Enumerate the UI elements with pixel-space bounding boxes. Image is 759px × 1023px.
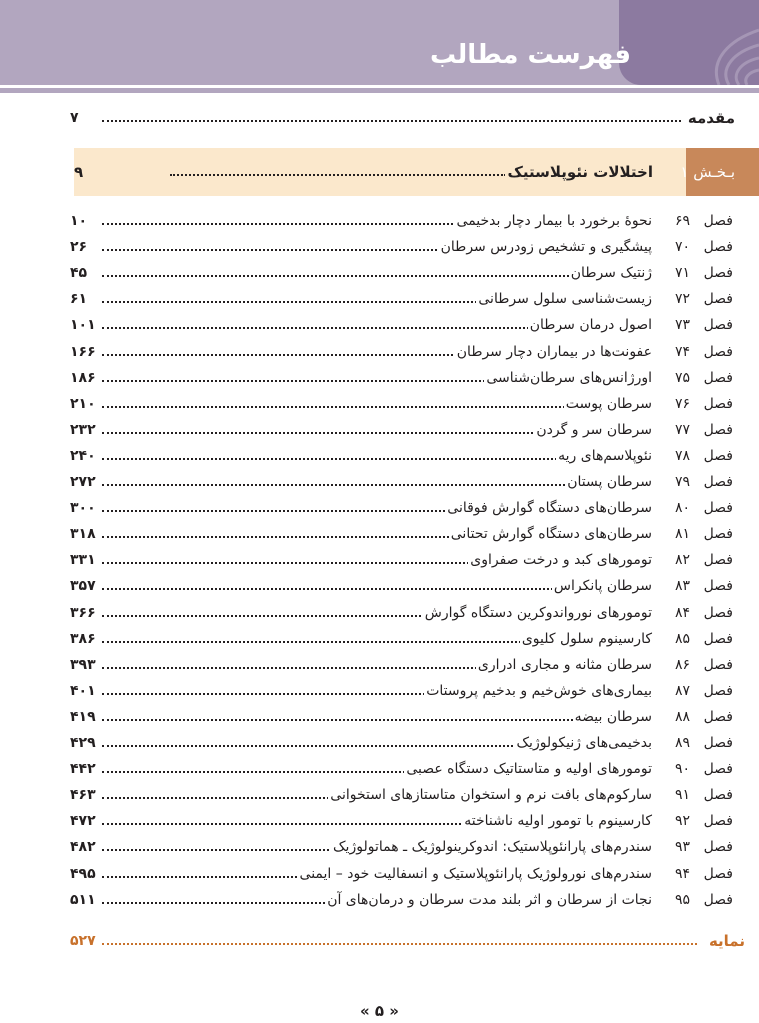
chapter-number: ۸۸ (674, 708, 690, 725)
chapter-page: ۲۳۲ (70, 421, 96, 438)
chapter-number: ۹۵ (674, 891, 690, 908)
chapter-page: ۲۱۰ (70, 395, 96, 412)
chapter-label: فصل (703, 682, 733, 699)
chapter-title: سرطان پانکراس (552, 573, 652, 599)
toc-chapter-row[interactable] (0, 339, 759, 365)
chapter-label: فصل (703, 761, 733, 778)
chapter-label: فصل (703, 395, 733, 412)
chapter-page: ۴۷۲ (70, 813, 96, 830)
toc-chapter-row[interactable] (0, 626, 759, 652)
intro-title: مقدمه (686, 105, 735, 131)
chapter-page: ۴۸۲ (70, 839, 96, 856)
chapter-number: ۷۸ (674, 447, 690, 464)
chapter-number: ۹۳ (674, 839, 690, 856)
chapter-label: فصل (703, 735, 733, 751)
chapter-number: ۷۷ (674, 421, 690, 438)
chapter-title: سارکوم‌های بافت نرم و استخوان متاستازهای استخوانی (328, 782, 652, 808)
chapter-number: ۸۲ (674, 552, 690, 569)
chapter-title: سندرم‌های نورولوژیک پارانئوپلاستیک و انسفالیت خود – ایمنی (298, 861, 652, 887)
chapter-label: فصل (703, 552, 733, 569)
chapter-label: فصل (703, 474, 733, 490)
chapter-title: اصول درمان سرطان (528, 312, 652, 338)
chapter-number: ۸۵ (674, 630, 690, 647)
chapter-page: ۴۴۲ (70, 761, 96, 778)
chapter-number: ۷۱ (674, 265, 690, 282)
chapter-number: ۹۲ (674, 813, 690, 830)
chapter-title: نجات از سرطان و اثر بلند مدت سرطان و درمان‌های آن (325, 887, 652, 913)
chapter-number: ۷۶ (674, 395, 690, 412)
chapter-number: ۷۴ (674, 343, 690, 360)
chapter-title: کارسینوم با تومور اولیه ناشناخته (462, 808, 652, 834)
header-tab (619, 0, 759, 85)
toc-chapter-row[interactable] (0, 600, 759, 626)
chapter-page: ۳۶۶ (70, 604, 96, 621)
chapter-page: ۵۱۱ (70, 891, 96, 908)
dot-leader (102, 943, 697, 945)
chapter-number: ۸۴ (674, 604, 690, 621)
chapter-label: فصل (703, 343, 733, 360)
toc-chapter-row[interactable] (0, 573, 759, 599)
chapter-page: ۱۰ (70, 213, 88, 229)
chapter-number: ۷۹ (674, 474, 690, 490)
chapter-page: ۳۰۰ (70, 500, 96, 517)
chapter-title: سرطان‌های دستگاه گوارش فوقانی (445, 495, 652, 521)
toc-intro-row[interactable] (0, 105, 759, 131)
chapter-title: سرطان‌های دستگاه گوارش تحتانی (449, 521, 652, 547)
chapter-title: کارسینوم سلول کلیوی (520, 626, 652, 652)
chapter-title: زیست‌شناسی سلول سرطانی (476, 286, 652, 312)
chapter-page: ۳۳۱ (70, 552, 96, 569)
toc-chapter-row[interactable] (0, 286, 759, 312)
toc-chapter-row[interactable] (0, 260, 759, 286)
toc-index-row[interactable] (0, 928, 759, 954)
chapter-title: نئوپلاسم‌های ریه (556, 443, 652, 469)
chapter-title: سرطان پستان (565, 469, 652, 495)
dot-leader (102, 275, 649, 277)
chapter-label: فصل (703, 630, 733, 647)
toc-chapter-row[interactable] (0, 730, 759, 756)
chapter-number: ۹۱ (674, 787, 690, 804)
section-tab (680, 148, 759, 196)
chapter-page: ۳۸۶ (70, 630, 96, 647)
chapter-title: اورژانس‌های سرطان‌شناسی (484, 365, 652, 391)
chapter-number: ۸۳ (674, 578, 690, 595)
toc-chapter-row[interactable] (0, 391, 759, 417)
chapter-number: ۸۰ (674, 500, 690, 517)
chapter-page: ۳۱۸ (70, 526, 96, 543)
chapter-label: فصل (703, 578, 733, 595)
chapter-number: ۹۴ (674, 865, 690, 882)
chapter-title: بیماری‌های خوش‌خیم و بدخیم پروستات (424, 678, 652, 704)
chapter-label: فصل (703, 291, 733, 308)
chapter-number: ۷۰ (674, 239, 690, 256)
chapter-title: تومورهای نورواندوکرین دستگاه گوارش (423, 600, 652, 626)
chapter-title: نحوهٔ برخورد با بیمار دچار بدخیمی (455, 208, 652, 234)
chapter-title: بدخیمی‌های ژنیکولوژیک (515, 730, 652, 756)
intro-page: ۷ (70, 110, 79, 126)
chapter-title: پیشگیری و تشخیص زودرس سرطان (439, 234, 652, 260)
chapter-label: فصل (703, 447, 733, 464)
toc-chapter-row[interactable] (0, 312, 759, 338)
chapter-label: فصل (703, 708, 733, 725)
chapter-label: فصل (703, 239, 733, 256)
toc-chapter-row[interactable] (0, 547, 759, 573)
chapter-page: ۳۵۷ (70, 578, 96, 595)
chapter-title: سرطان مثانه و مجاری ادراری (476, 652, 652, 678)
chapter-page: ۱۸۶ (70, 369, 96, 386)
toc-chapter-row[interactable] (0, 782, 759, 808)
chapter-label: فصل (703, 265, 733, 282)
chapter-label: فصل (703, 656, 733, 673)
toc-chapter-row[interactable] (0, 443, 759, 469)
chapter-label: فصل (703, 787, 733, 804)
chapter-page: ۲۴۰ (70, 447, 96, 464)
toc-chapter-row[interactable] (0, 469, 759, 495)
chapter-page: ۲۶ (70, 239, 88, 256)
toc-chapter-row[interactable] (0, 678, 759, 704)
chapter-page: ۴۱۹ (70, 708, 96, 725)
index-page: ۵۲۷ (70, 933, 96, 949)
chapter-number: ۷۵ (674, 369, 690, 386)
chapter-number: ۸۱ (674, 526, 690, 543)
chapter-number: ۷۳ (674, 317, 690, 334)
toc-chapter-row[interactable] (0, 417, 759, 443)
chapter-page: ۴۵ (70, 265, 88, 282)
toc-chapter-row[interactable] (0, 652, 759, 678)
chapter-label: فصل (703, 604, 733, 621)
chapter-label: فصل (703, 526, 733, 543)
chapter-page: ۴۰۱ (70, 682, 96, 699)
chapter-title: عفونت‌ها در بیماران دچار سرطان (455, 339, 652, 365)
toc-chapter-row[interactable] (0, 808, 759, 834)
page-number: « ۵ » (360, 1002, 399, 1020)
chapter-title: تومورهای کبد و درخت صفراوی (468, 547, 652, 573)
chapter-number: ۸۶ (674, 656, 690, 673)
chapter-number: ۹۰ (674, 761, 690, 778)
chapter-page: ۶۱ (70, 291, 88, 308)
toc-chapter-row[interactable] (0, 208, 759, 234)
chapter-number: ۸۷ (674, 682, 690, 699)
chapter-label: فصل (703, 891, 733, 908)
dot-leader (102, 719, 649, 721)
chapter-number: ۸۹ (674, 735, 690, 751)
section-label: بـخـش ۱ (680, 163, 735, 181)
chapter-label: فصل (703, 369, 733, 386)
index-title: نمایه (707, 928, 745, 954)
section-band[interactable] (74, 148, 686, 196)
chapter-page: ۱۰۱ (70, 317, 96, 334)
toc-chapter-row[interactable] (0, 521, 759, 547)
chapter-page: ۴۲۹ (70, 735, 96, 751)
section-page: ۹ (74, 163, 84, 181)
chapter-title: سرطان پوست (564, 391, 652, 417)
chapter-page: ۴۶۳ (70, 787, 96, 804)
chapter-label: فصل (703, 813, 733, 830)
chapter-label: فصل (703, 421, 733, 438)
chapter-title: سندرم‌های پارانئوپلاستیک: اندوکرینولوژیک ـ هماتولوژیک (331, 834, 652, 860)
chapter-label: فصل (703, 865, 733, 882)
page-title: فهرست مطالب (430, 40, 631, 70)
chapter-label: فصل (703, 839, 733, 856)
header-divider (0, 88, 759, 93)
chapter-number: ۶۹ (674, 213, 690, 229)
toc-chapter-row[interactable] (0, 756, 759, 782)
toc-chapter-row[interactable] (0, 704, 759, 730)
dot-leader (102, 120, 681, 122)
chapter-number: ۷۲ (674, 291, 690, 308)
chapter-label: فصل (703, 317, 733, 334)
decorative-swirl-icon (619, 0, 759, 85)
chapter-page: ۳۹۳ (70, 656, 96, 673)
chapter-page: ۴۹۵ (70, 865, 96, 882)
chapter-label: فصل (703, 213, 733, 229)
chapter-page: ۱۶۶ (70, 343, 96, 360)
chapter-title: تومورهای اولیه و متاستاتیک دستگاه عصبی (404, 756, 652, 782)
toc-chapter-row[interactable] (0, 887, 759, 913)
chapter-title: سرطان بیضه (573, 704, 652, 730)
dot-leader (170, 174, 506, 176)
toc-chapter-row[interactable] (0, 834, 759, 860)
toc-chapter-row[interactable] (0, 495, 759, 521)
chapter-page: ۲۷۲ (70, 474, 96, 490)
toc-chapter-row[interactable] (0, 234, 759, 260)
toc-chapter-row[interactable] (0, 365, 759, 391)
chapter-title: ژنتیک سرطان (569, 260, 652, 286)
toc-chapter-row[interactable] (0, 861, 759, 887)
chapter-label: فصل (703, 500, 733, 517)
chapter-title: سرطان سر و گردن (534, 417, 652, 443)
section-title: اختلالات نئوپلاستیک (505, 148, 653, 196)
